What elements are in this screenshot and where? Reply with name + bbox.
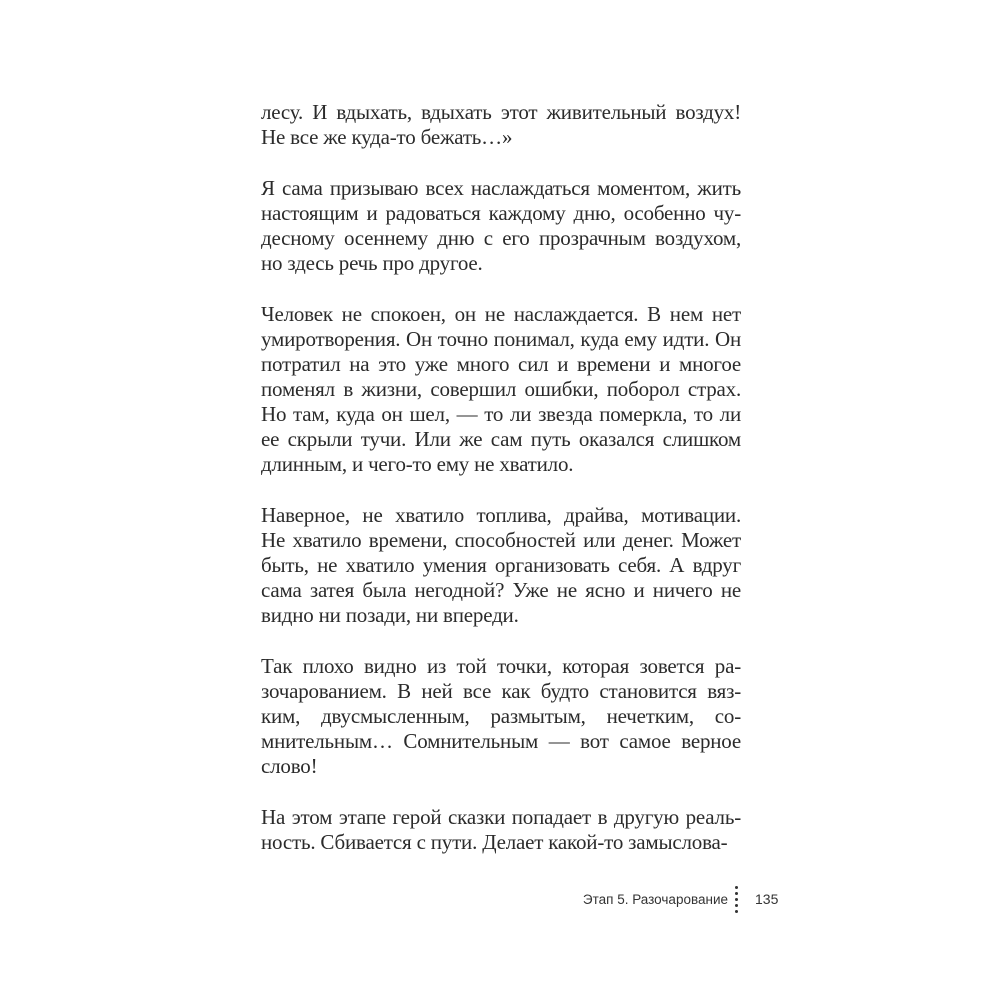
text-line: видно ни позади, ни впереди. — [261, 603, 519, 627]
page-footer — [520, 886, 780, 916]
text-line: потратил на это уже много сил и времени и многое — [261, 352, 741, 376]
text-line: Не все же куда-то бежать…» — [261, 125, 513, 149]
text-line: Человек не спокоен, он не наслаждается. В нем нет — [261, 302, 741, 326]
text-line: ким, двусмысленным, размытым, нечетким, со- — [261, 704, 741, 728]
text-line: десному осеннему дню с его прозрачным воздухом, — [261, 226, 741, 250]
body-text — [261, 100, 741, 881]
text-line: но здесь речь про другое. — [261, 251, 483, 275]
text-line: слово! — [261, 754, 318, 778]
page-number: 135 — [755, 891, 779, 907]
vertical-dots-icon — [735, 886, 739, 912]
paragraph — [261, 654, 741, 779]
text-line: настоящим и радоваться каждому дню, особенно чу- — [261, 201, 741, 225]
text-line: Наверное, не хватило топлива, драйва, мотивации. — [261, 503, 741, 527]
text-line: длинным, и чего-то ему не хватило. — [261, 452, 574, 476]
text-line: Не хватило времени, способностей или денег. Может — [261, 528, 741, 552]
paragraph — [261, 805, 741, 855]
text-line: лесу. И вдыхать, вдыхать этот живительный воздух! — [261, 100, 741, 124]
text-line: Так плохо видно из той точки, которая зовется ра- — [261, 654, 741, 678]
text-line: зочарованием. В ней все как будто становится вяз- — [261, 679, 741, 703]
text-line: На этом этапе герой сказки попадает в другую реаль- — [261, 805, 741, 829]
text-line: сама затея была негодной? Уже не ясно и ничего не — [261, 578, 741, 602]
text-line: поменял в жизни, совершил ошибки, поборол страх. — [261, 377, 741, 401]
text-line: быть, не хватило умения организовать себя. А вдруг — [261, 553, 741, 577]
text-line: мнительным… Сомнительным — вот самое верное — [261, 729, 741, 753]
text-line: Я сама призываю всех наслаждаться моментом, жить — [261, 176, 741, 200]
paragraph — [261, 176, 741, 276]
paragraph — [261, 302, 741, 477]
text-line: ее скрыли тучи. Или же сам путь оказался слишком — [261, 427, 741, 451]
paragraph — [261, 503, 741, 628]
text-line: умиротворения. Он точно понимал, куда ему идти. Он — [261, 327, 741, 351]
text-line: Но там, куда он шел, — то ли звезда померкла, то ли — [261, 402, 741, 426]
text-line: ность. Сбивается с пути. Делает какой-то замыслова- — [261, 830, 728, 854]
running-head: Этап 5. Разочарование — [582, 892, 728, 907]
paragraph — [261, 100, 741, 150]
